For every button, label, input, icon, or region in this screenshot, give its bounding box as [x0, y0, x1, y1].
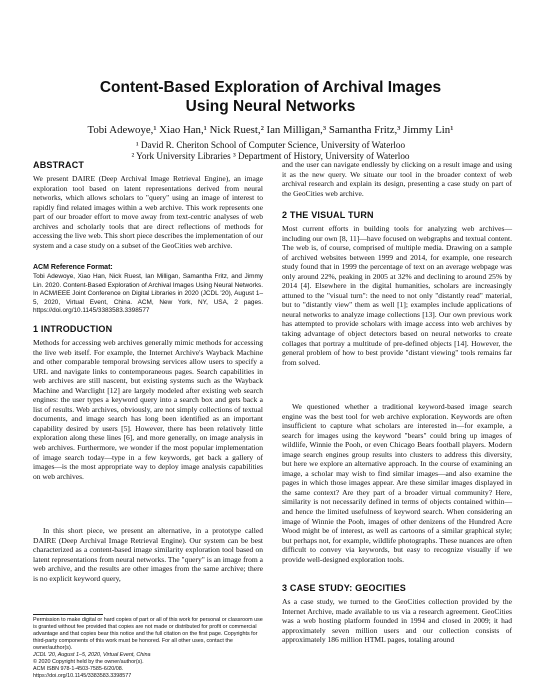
visual-turn-paragraph-1: Most current efforts in building tools for analyzing web archives—including our own [8, 11]—have focused on webgraphs and textual content. The web is, of course, comprised of multiple media. Drawing on a sample of archived websites between 1999 and 2014, for example, one research study found that in 1999 the percentage of text on an average webpage was only around 22%, peaking in 2005 at 32% and declining to around 25% by 2014 [4]. Elsewhere in the digital humanities, scholars are increasingly attuned to the "visual turn": the need to not only "distantly read" material, but to "distantly view" them as well [1]; examples include applications of neural networks to analyze image collections [13]. Our own previous work has attempted to provide scholars with image access into web archives by taking advantage of object detectors based on neural networks to create collages that portray a multitude of pre-defined objects [14]. However, the general problem of how to best provide "distant viewing" tools remains far from solved.	[282, 224, 512, 367]
visual-turn-paragraph-2: We questioned whether a traditional keyword-based image search engine was the best tool for web archive exploration. Keywords are often insufficient to capture what scholars are interested in—for example, a search for images using the keyword "bears" could bring up images of wildlife, Winnie the Pooh, or even Chicago Bears football players. Modern image search engines group results into clusters to address this diversity, but here we explore an alternative approach. In the course of examining an image, a scholar may wish to find similar images—and also examine the pages in which those images appear. Are these similar images displayed in the same context? Are they part of a broader virtual community? Here, similarity is not necessarily defined in terms of objects contained within—and hence the limited usefulness of keyword search. When considering an image of Winnie the Pooh, images of other denizens of the Hundred Acre Wood might be of interest, as well as cartoons of a similar graphical style; but perhaps not, for example, wildlife photographs. These nuances are often difficult to convey via keywords, but easy to recognize visually if we provide well-designed exploration tools.	[282, 402, 512, 564]
affiliation-line1: ¹ David R. Cheriton School of Computer Science, University of Waterloo	[135, 140, 406, 150]
affiliation-line2: ² York University Libraries ³ Department of History, University of Waterloo	[131, 151, 410, 161]
introduction-paragraph-1: Methods for accessing web archives generally mimic methods for accessing the live web itself. For example, the Internet Archive's Wayback Machine and other comparable temporal browsing services allow users to specify a URL and navigate links to contemporaneous pages. Search capabilities in web archives are still nascent, but existing systems such as the Wayback Machine and Warclight [12] are largely modeled after existing web search engines: the user types a keyword query into a search box and gets back a list of results. Web archives, obviously, are not simply collections of textual documents, and image search has long been identified as an important capability desired by users [5]. However, there has been relatively little exploration along these lines [6], and more generally, on image analysis in web archives. Furthermore, we wonder if the most popular implementation of image search today—type in a few keywords, get back a gallery of images—is the most appropriate way to deploy image analysis capabilities on web archives.	[33, 338, 263, 481]
introduction-continued: and the user can navigate endlessly by clicking on a result image and using it as the new query. We situate our tool in the broader context of web archival research and explain its design, presenting a case study on part of the GeoCities web archive.	[282, 160, 512, 198]
introduction-heading: 1 INTRODUCTION	[33, 324, 113, 334]
footnote-rule	[33, 614, 103, 615]
abstract-heading: ABSTRACT	[33, 160, 85, 170]
acm-reference-text: Tobi Adewoye, Xiao Han, Nick Ruest, Ian Milligan, Samantha Fritz, and Jimmy Lin. 2020. Content-Based Exploration of Archival Images Using Neural Networks. In ACM/IEEE Joint Conference on Digital Libraries in 2020 (JCDL '20), August 1–5, 2020, Virtual Event, China. ACM, New York, NY, USA, 2 pages. https://doi.org/10.1145/3383583.3398577	[33, 273, 263, 315]
isbn-line: ACM ISBN 978-1-4503-7585-6/20/08.	[33, 666, 124, 672]
doi-line: https://doi.org/10.1145/3383583.3398577	[33, 673, 132, 679]
case-study-heading: 3 CASE STUDY: GEOCITIES	[282, 583, 406, 593]
permission-block	[33, 617, 263, 681]
permission-text: Permission to make digital or hard copies of part or all of this work for personal or classroom use is granted without fee provided that copies are not made or distributed for profit or commercial advantage and that copies bear this notice and the full citation on the first page. Copyrights for third-party components of this work must be honored. For all other uses, contact the owner/author(s).	[33, 617, 263, 651]
acm-reference-heading: ACM Reference Format:	[33, 264, 113, 271]
abstract-text: We present DAIRE (Deep Archival Image Retrieval Engine), an image exploration tool based on latent representations derived from neural networks, which allows scholars to "query" using an image of interest to rapidly find related images within a web archive. This work represents one part of our broader effort to move away from text-centric analyses of web archives and scholarly tools that are direct reflections of methods for accessing the live web. This short piece describes the implementation of our system and a case study on a subset of the GeoCities web archive.	[33, 174, 263, 250]
conference-line: JCDL '20, August 1–5, 2020, Virtual Event, China	[33, 652, 151, 658]
introduction-paragraph-2: In this short piece, we present an alternative, in a prototype called DAIRE (Deep Archival Image Retrieval Engine). Our system can be best characterized as a content-based image similarity exploration tool based on latent representations from neural networks. The "query" is an image from a web archive, and the results are other images from the same archive; there is no explicit keyword query,	[33, 526, 263, 583]
paper-title-line1: Content-Based Exploration of Archival Images	[99, 79, 442, 96]
visual-turn-heading: 2 THE VISUAL TURN	[282, 210, 374, 220]
case-study-paragraph: As a case study, we turned to the GeoCities collection provided by the Internet Archive, made available to us via a research agreement. GeoCities was a web hosting platform founded in 1994 and closed in 2009; it had approximately seven million users and our collection consists of approximately 186 million HTML pages, totaling around	[282, 597, 512, 645]
copyright-line: © 2020 Copyright held by the owner/author(s).	[33, 659, 144, 665]
author-list: Tobi Adewoye,¹ Xiao Han,¹ Nick Ruest,² Ian Milligan,³ Samantha Fritz,³ Jimmy Lin¹	[87, 124, 454, 136]
paper-title-line2: Using Neural Networks	[185, 98, 356, 115]
